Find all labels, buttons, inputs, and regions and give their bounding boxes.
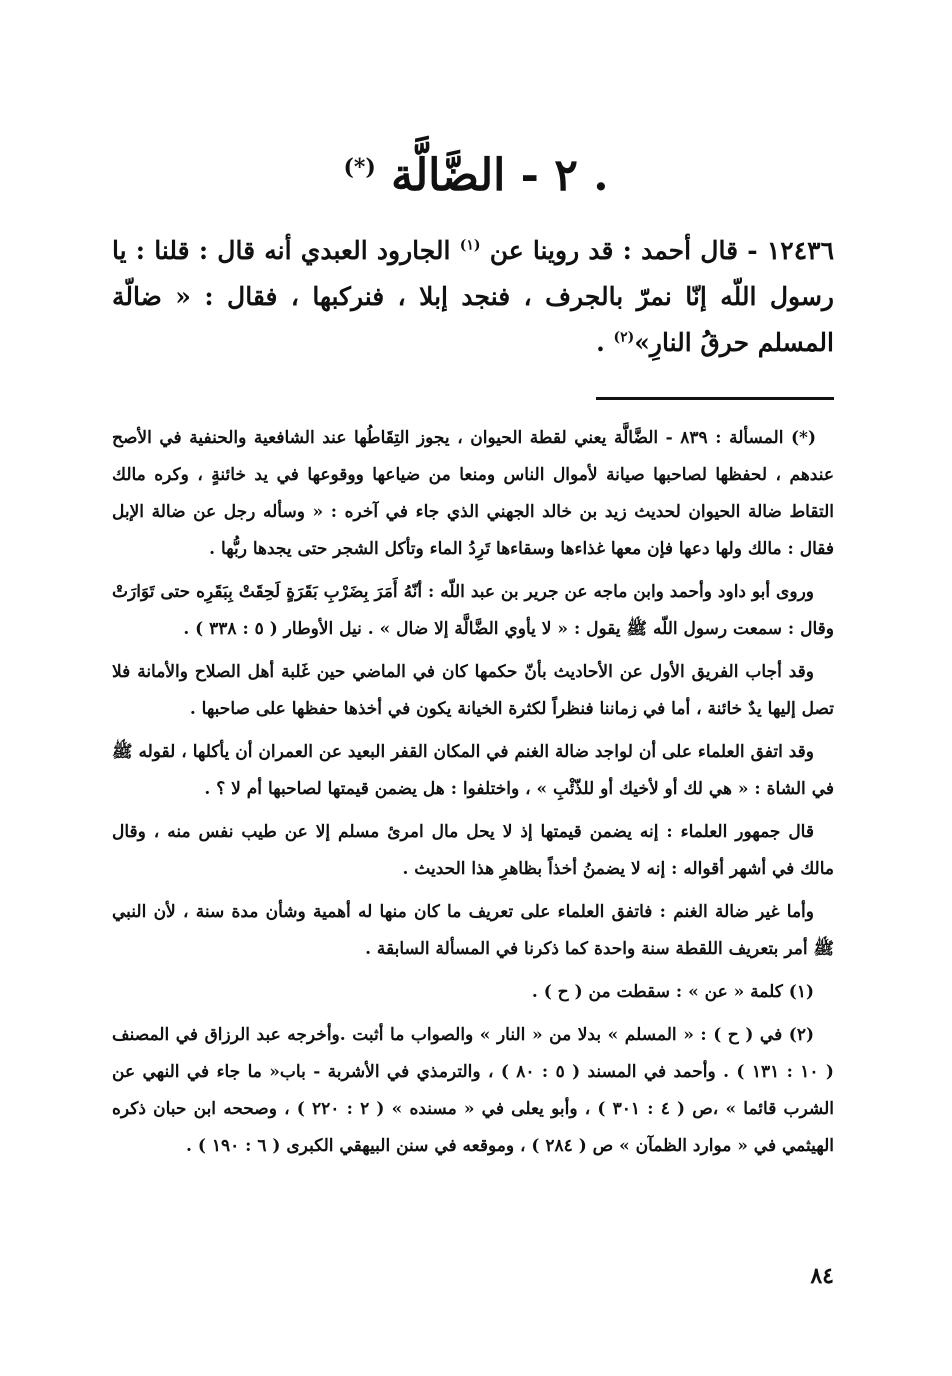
main-text [112, 228, 834, 366]
chapter-title [120, 150, 832, 201]
footnote-1: (١) كلمة « عن » : سقطت من ( ح ) . [531, 982, 814, 1002]
note-paragraph-6: وأما غير ضالة الغنم : فاتفق العلماء على تعريف ما كان منها له أهمية وشأن مدة سنة ، لأن النبي ﷺ أمر بتعريف اللقطة سنة واحدة كما ذكرنا في المسألة السابقة . [112, 902, 834, 959]
footnote-ref-2: (٢) [613, 329, 635, 346]
note-paragraph-3: وقد أجاب الفريق الأول عن الأحاديث بأنّ حكمها كان في الماضي حين غَلبة أهل الصلاح والأمانة فلا تصل إليها يدٌ خائنة ، أما في زماننا فنظراً لكثرة الخيانة يكون في أخذها حفظها على صاحبها . [112, 662, 834, 719]
note-label: (*) المسألة : ٨٣٩ [680, 428, 816, 448]
note-rest: في الأصح عندهم ، لحفظها لصاحبها صيانة لأموال الناس ومنعا من ضياعها ووقوعها في يد خائنةٍ ، وكره مالك التقاط ضالة الحيوان لحديث زيد بن خالد الجهني الذي جاء في آخره : « وسأله رجل عن ضالة الإبل فقال : مالك ولها دعها فإن معها غذاءها وسقاءها تَرِدُ الماء وتأكل الشجر حتى يجدها ربُّها . [112, 428, 834, 559]
note-paragraph-2: وروى أبو داود وأحمد وابن ماجه عن جرير بن عبد اللّه : أنّهُ أَمَرَ بِضَرْبِ بَقَرَةٍ لَحِقَتْ بِبَقَرِه حتى تَوَارَتْ وقال : سمعت رسول اللّه ﷺ يقول : « لا يأوي الضَّالَّة إلا ضال » . نيل الأوطار ( ٥ : ٣٣٨ ) . [112, 582, 834, 639]
note-text: - الضَّالَّة يعني لقطة الحيوان ، يجوز التِقَاطُها عند [314, 428, 681, 448]
page-number: ٨٤ [810, 1263, 834, 1289]
main-text-part2: الجارود العبدي أنه قال : قلنا : يا رسول اللّه إنّا نمرّ بالجرف ، فنجد إبلا ، فنركبها ، فقال : « ضالّة المسلم حرقُ النارِ» [112, 236, 834, 357]
main-text-part1: ١٢٤٣٦ - قال أحمد : قد روينا عن [480, 236, 834, 265]
note-text-jumhur: : إنه يضمن قيمتها إذ لا يحل مال امرئ مسلم إلا عن طيب نفس منه ، وقال مالك في أشهر أقواله : إنه لا يضمنُ أخذاً بظاهرِ هذا الحديث . [112, 822, 834, 879]
note-paragraph-5 [112, 814, 834, 888]
note-paragraph-4: وقد اتفق العلماء على أن لواجد ضالة الغنم في المكان القفر البعيد عن العمران أن يأكلها ، لقوله ﷺ في الشاة : « هي لك أو لأخيك أو للذّئْبِ » ، واختلفوا : هل يضمن قيمتها لصاحبها أم لا ؟ . [112, 742, 834, 799]
chapter-title-text: . ٢ - الضَّالَّة [391, 150, 609, 201]
note-paragraph-1 [112, 420, 834, 568]
note-label-jumhur: قال جمهور العلماء [680, 822, 814, 842]
notes-section [112, 420, 834, 1171]
main-text-part3: . [596, 328, 614, 357]
footnote-ref-1: (١) [459, 237, 481, 254]
footnote-separator [596, 397, 834, 400]
note-schools: الشافعية والحنفية [189, 428, 315, 448]
chapter-note-mark: (*) [343, 154, 376, 181]
footnote-2: (٢) في ( ح ) : « المسلم » بدلا من « النار » والصواب ما أثبت .وأخرجه عبد الرزاق في المصنف ( ١٠ : ١٣١ ) . وأحمد في المسند ( ٥ : ٨٠ ) ، والترمذي في الأشربة - باب« ما جاء في النهي عن الشرب قائما » ،ص ( ٤ : ٣٠١ ) ، وأبو يعلى في « مسنده » ( ٢ : ٢٢٠ ) ، وصححه ابن حبان ذكره الهيثمي في « موارد الظمآن » ص ( ٢٨٤ ) ، وموقعه في سنن البيهقي الكبرى ( ٦ : ١٩٠ ) . [112, 1025, 834, 1156]
